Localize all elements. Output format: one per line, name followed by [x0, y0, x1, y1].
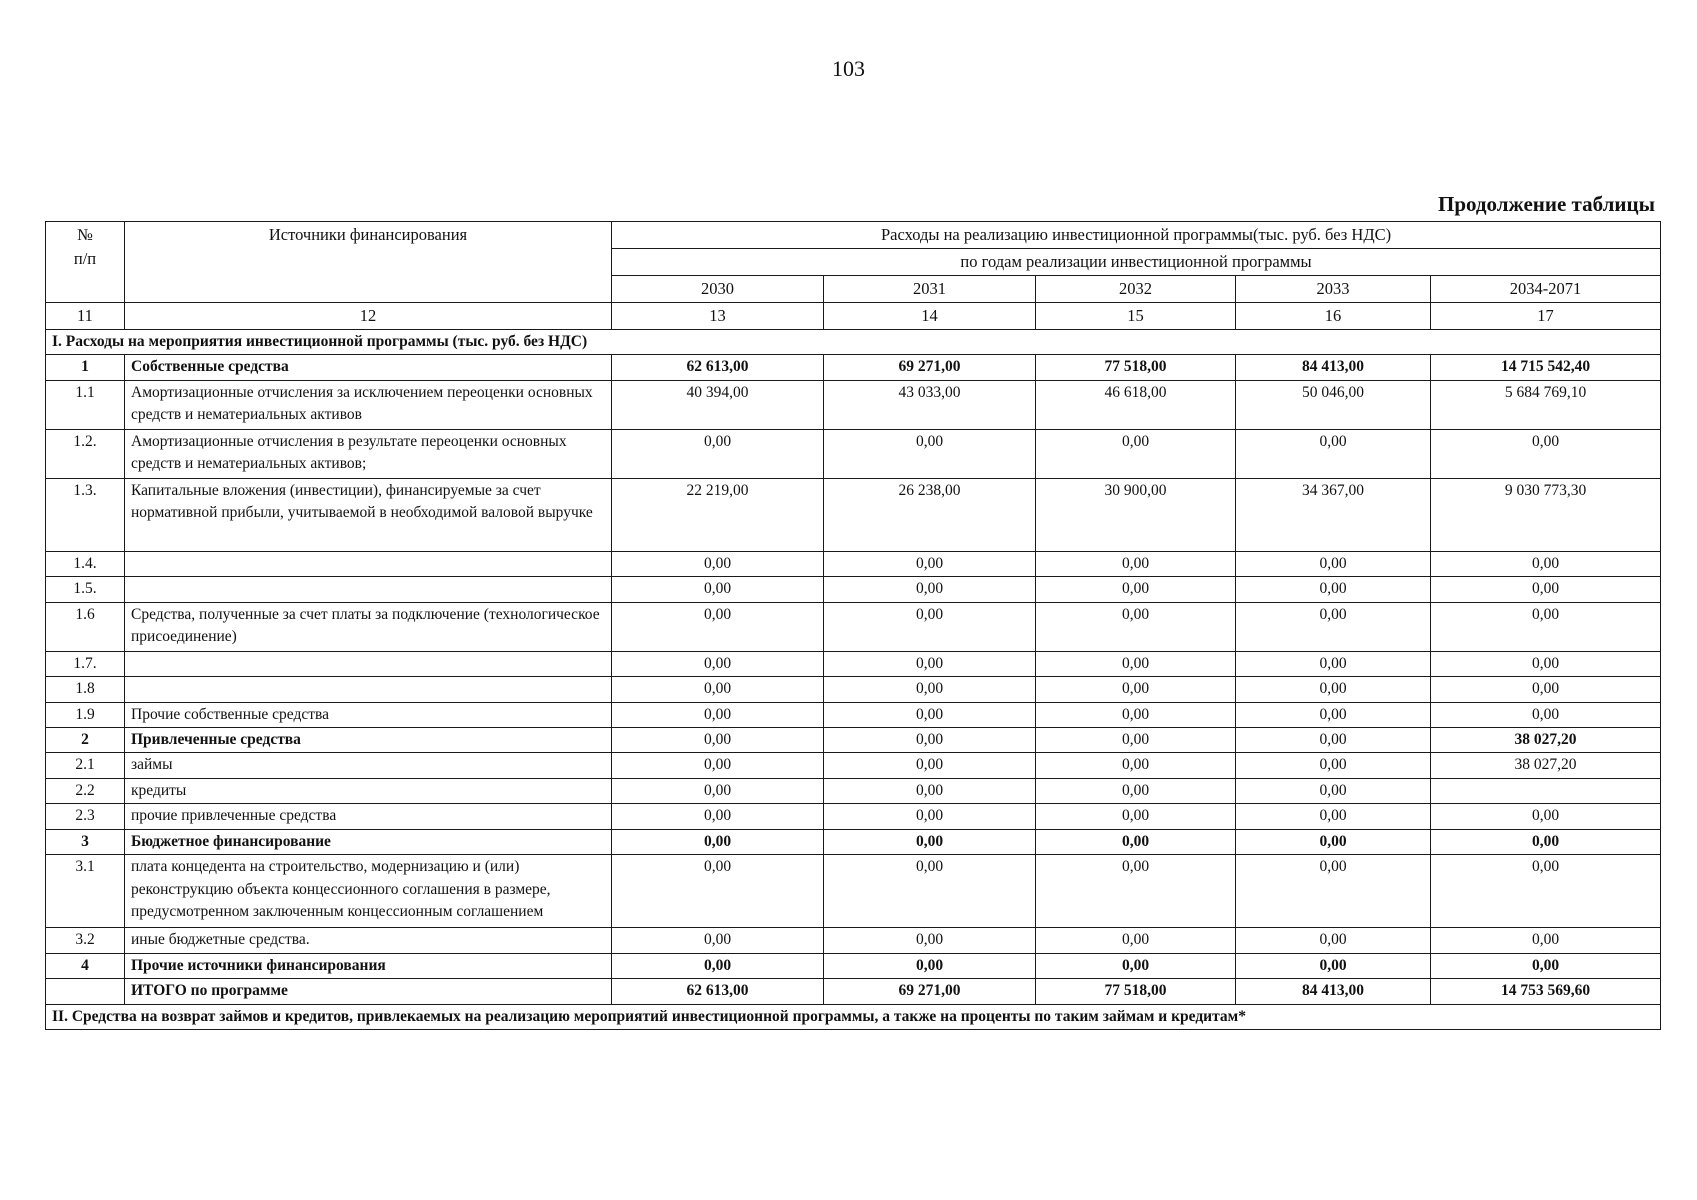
row-number: 1.5.: [46, 577, 125, 602]
financing-source: Прочие собственные средства: [125, 702, 612, 727]
column-number: 12: [125, 302, 612, 329]
row-number: 1.1: [46, 380, 125, 429]
amount-cell: 9 030 773,30: [1431, 478, 1661, 551]
amount-cell: 26 238,00: [824, 478, 1036, 551]
financing-source: Бюджетное финансирование: [125, 829, 612, 854]
table-continuation-caption: Продолжение таблицы: [1437, 192, 1655, 216]
table-body: [46, 302, 1661, 1029]
amount-cell: 62 613,00: [612, 355, 824, 380]
row-number: 1: [46, 355, 125, 380]
amount-cell: 0,00: [612, 677, 824, 702]
amount-cell: 0,00: [824, 855, 1036, 928]
amount-cell: 62 613,00: [612, 979, 824, 1004]
amount-cell: 0,00: [1036, 677, 1236, 702]
financing-source: Прочие источники финансирования: [125, 953, 612, 978]
amount-cell: 0,00: [1036, 429, 1236, 478]
amount-cell: 0,00: [1036, 778, 1236, 803]
amount-cell: 0,00: [1236, 602, 1431, 651]
table-row: [46, 702, 1661, 727]
header-num: № п/п: [46, 222, 125, 303]
amount-cell: 0,00: [824, 429, 1036, 478]
financing-source: [125, 577, 612, 602]
table-row: [46, 979, 1661, 1004]
table-header: [46, 222, 1661, 303]
amount-cell: 14 753 569,60: [1431, 979, 1661, 1004]
financing-source: Амортизационные отчисления в результате переоценки основных средств и нематериальных активов;: [125, 429, 612, 478]
table-row: [46, 928, 1661, 953]
table-row: [46, 753, 1661, 778]
amount-cell: 0,00: [612, 778, 824, 803]
column-number: 17: [1431, 302, 1661, 329]
row-number: [46, 979, 125, 1004]
amount-cell: 0,00: [1236, 928, 1431, 953]
financing-source: ИТОГО по программе: [125, 979, 612, 1004]
amount-cell: 46 618,00: [1036, 380, 1236, 429]
amount-cell: 0,00: [1236, 804, 1431, 829]
amount-cell: 43 033,00: [824, 380, 1036, 429]
amount-cell: 0,00: [824, 804, 1036, 829]
amount-cell: 0,00: [612, 577, 824, 602]
amount-cell: 0,00: [1236, 429, 1431, 478]
amount-cell: 0,00: [824, 727, 1036, 752]
financing-source: иные бюджетные средства.: [125, 928, 612, 953]
amount-cell: 0,00: [1236, 753, 1431, 778]
header-by-years: по годам реализации инвестиционной программы: [612, 248, 1661, 275]
table-row: [46, 727, 1661, 752]
header-year: 2032: [1036, 275, 1236, 302]
row-number: 1.8: [46, 677, 125, 702]
financing-source: займы: [125, 753, 612, 778]
column-numbers-row: [46, 302, 1661, 329]
amount-cell: 0,00: [824, 753, 1036, 778]
amount-cell: 0,00: [612, 429, 824, 478]
table-row: [46, 355, 1661, 380]
amount-cell: 0,00: [612, 753, 824, 778]
amount-cell: 0,00: [1431, 429, 1661, 478]
amount-cell: [1431, 778, 1661, 803]
financing-source: Привлеченные средства: [125, 727, 612, 752]
amount-cell: 34 367,00: [1236, 478, 1431, 551]
column-number: 14: [824, 302, 1036, 329]
amount-cell: 0,00: [612, 829, 824, 854]
column-number: 15: [1036, 302, 1236, 329]
amount-cell: 0,00: [1236, 727, 1431, 752]
amount-cell: 0,00: [824, 829, 1036, 854]
amount-cell: 0,00: [1431, 677, 1661, 702]
amount-cell: 0,00: [1036, 727, 1236, 752]
table-row: [46, 651, 1661, 676]
amount-cell: 0,00: [1236, 651, 1431, 676]
amount-cell: 0,00: [1431, 829, 1661, 854]
amount-cell: 0,00: [1431, 651, 1661, 676]
amount-cell: 0,00: [824, 778, 1036, 803]
amount-cell: 38 027,20: [1431, 727, 1661, 752]
amount-cell: 0,00: [612, 928, 824, 953]
row-number: 1.2.: [46, 429, 125, 478]
financing-table: [45, 221, 1661, 1030]
header-source: Источники финансирования: [125, 222, 612, 303]
table-row: [46, 429, 1661, 478]
row-number: 3.1: [46, 855, 125, 928]
financing-source: Собственные средства: [125, 355, 612, 380]
amount-cell: 0,00: [1431, 953, 1661, 978]
row-number: 2.2: [46, 778, 125, 803]
amount-cell: 0,00: [612, 702, 824, 727]
table-row: [46, 478, 1661, 551]
amount-cell: 0,00: [1036, 804, 1236, 829]
amount-cell: 0,00: [1036, 753, 1236, 778]
row-number: 1.6: [46, 602, 125, 651]
row-number: 1.7.: [46, 651, 125, 676]
amount-cell: 0,00: [824, 651, 1036, 676]
amount-cell: 0,00: [1431, 928, 1661, 953]
amount-cell: 0,00: [824, 702, 1036, 727]
financing-source: плата концедента на строительство, модернизацию и (или) реконструкцию объекта концессионного соглашения в размере, предусмотренном заключенным концессионным соглашением: [125, 855, 612, 928]
amount-cell: 0,00: [1431, 855, 1661, 928]
table-row: [46, 953, 1661, 978]
amount-cell: 0,00: [1036, 953, 1236, 978]
table-row: [46, 804, 1661, 829]
amount-cell: 0,00: [612, 651, 824, 676]
amount-cell: 0,00: [1431, 577, 1661, 602]
table-row: [46, 577, 1661, 602]
amount-cell: 0,00: [824, 602, 1036, 651]
table-row: [46, 677, 1661, 702]
amount-cell: 69 271,00: [824, 979, 1036, 1004]
table-row: [46, 602, 1661, 651]
row-number: 2: [46, 727, 125, 752]
row-number: 2.1: [46, 753, 125, 778]
row-number: 4: [46, 953, 125, 978]
amount-cell: 14 715 542,40: [1431, 355, 1661, 380]
amount-cell: 0,00: [1036, 651, 1236, 676]
amount-cell: 84 413,00: [1236, 979, 1431, 1004]
amount-cell: 0,00: [612, 855, 824, 928]
amount-cell: 0,00: [1036, 855, 1236, 928]
amount-cell: 0,00: [1036, 577, 1236, 602]
amount-cell: 0,00: [612, 804, 824, 829]
amount-cell: 0,00: [1236, 778, 1431, 803]
amount-cell: 0,00: [824, 577, 1036, 602]
financing-source: [125, 551, 612, 576]
table-row: [46, 855, 1661, 928]
amount-cell: 0,00: [1431, 702, 1661, 727]
amount-cell: 0,00: [824, 677, 1036, 702]
amount-cell: 38 027,20: [1431, 753, 1661, 778]
header-year: 2034-2071: [1431, 275, 1661, 302]
amount-cell: 0,00: [1236, 829, 1431, 854]
header-expenses: Расходы на реализацию инвестиционной программы(тыс. руб. без НДС): [612, 222, 1661, 249]
section-title: I. Расходы на мероприятия инвестиционной программы (тыс. руб. без НДС): [46, 329, 1661, 354]
row-number: 3.2: [46, 928, 125, 953]
amount-cell: 0,00: [1236, 702, 1431, 727]
financing-source: кредиты: [125, 778, 612, 803]
amount-cell: 0,00: [824, 953, 1036, 978]
amount-cell: 0,00: [1431, 804, 1661, 829]
amount-cell: 0,00: [824, 928, 1036, 953]
amount-cell: 77 518,00: [1036, 355, 1236, 380]
row-number: 2.3: [46, 804, 125, 829]
row-number: 1.9: [46, 702, 125, 727]
row-number: 1.3.: [46, 478, 125, 551]
financing-source: Средства, полученные за счет платы за подключение (технологическое присоединение): [125, 602, 612, 651]
amount-cell: 5 684 769,10: [1431, 380, 1661, 429]
row-number: 3: [46, 829, 125, 854]
section-row: [46, 329, 1661, 354]
financing-source: прочие привлеченные средства: [125, 804, 612, 829]
amount-cell: 0,00: [1036, 551, 1236, 576]
amount-cell: 0,00: [1236, 677, 1431, 702]
amount-cell: 0,00: [612, 602, 824, 651]
amount-cell: 0,00: [1236, 577, 1431, 602]
amount-cell: 0,00: [1036, 928, 1236, 953]
financing-source: Амортизационные отчисления за исключением переоценки основных средств и нематериальных активов: [125, 380, 612, 429]
page-number: 103: [832, 56, 865, 81]
amount-cell: 0,00: [1236, 855, 1431, 928]
amount-cell: 0,00: [1036, 702, 1236, 727]
section-row: [46, 1004, 1661, 1029]
amount-cell: 22 219,00: [612, 478, 824, 551]
column-number: 11: [46, 302, 125, 329]
table-row: [46, 778, 1661, 803]
header-year: 2030: [612, 275, 824, 302]
amount-cell: 0,00: [1036, 602, 1236, 651]
amount-cell: 0,00: [1036, 829, 1236, 854]
table-row: [46, 829, 1661, 854]
column-number: 16: [1236, 302, 1431, 329]
amount-cell: 0,00: [612, 953, 824, 978]
section-title: II. Средства на возврат займов и кредитов, привлекаемых на реализацию мероприятий инвестиционной программы, а также на проценты по таким займам и кредитам*: [46, 1004, 1661, 1029]
amount-cell: 50 046,00: [1236, 380, 1431, 429]
header-year: 2033: [1236, 275, 1431, 302]
financing-source: Капитальные вложения (инвестиции), финансируемые за счет нормативной прибыли, учитываемой в необходимой валовой выручке: [125, 478, 612, 551]
amount-cell: 77 518,00: [1036, 979, 1236, 1004]
amount-cell: 30 900,00: [1036, 478, 1236, 551]
amount-cell: 0,00: [612, 551, 824, 576]
header-year: 2031: [824, 275, 1036, 302]
amount-cell: 0,00: [1431, 602, 1661, 651]
amount-cell: 0,00: [824, 551, 1036, 576]
table-row: [46, 551, 1661, 576]
table-row: [46, 380, 1661, 429]
column-number: 13: [612, 302, 824, 329]
amount-cell: 0,00: [1431, 551, 1661, 576]
amount-cell: 69 271,00: [824, 355, 1036, 380]
financing-source: [125, 677, 612, 702]
row-number: 1.4.: [46, 551, 125, 576]
financing-source: [125, 651, 612, 676]
amount-cell: 40 394,00: [612, 380, 824, 429]
amount-cell: 0,00: [612, 727, 824, 752]
amount-cell: 0,00: [1236, 551, 1431, 576]
amount-cell: 0,00: [1236, 953, 1431, 978]
amount-cell: 84 413,00: [1236, 355, 1431, 380]
